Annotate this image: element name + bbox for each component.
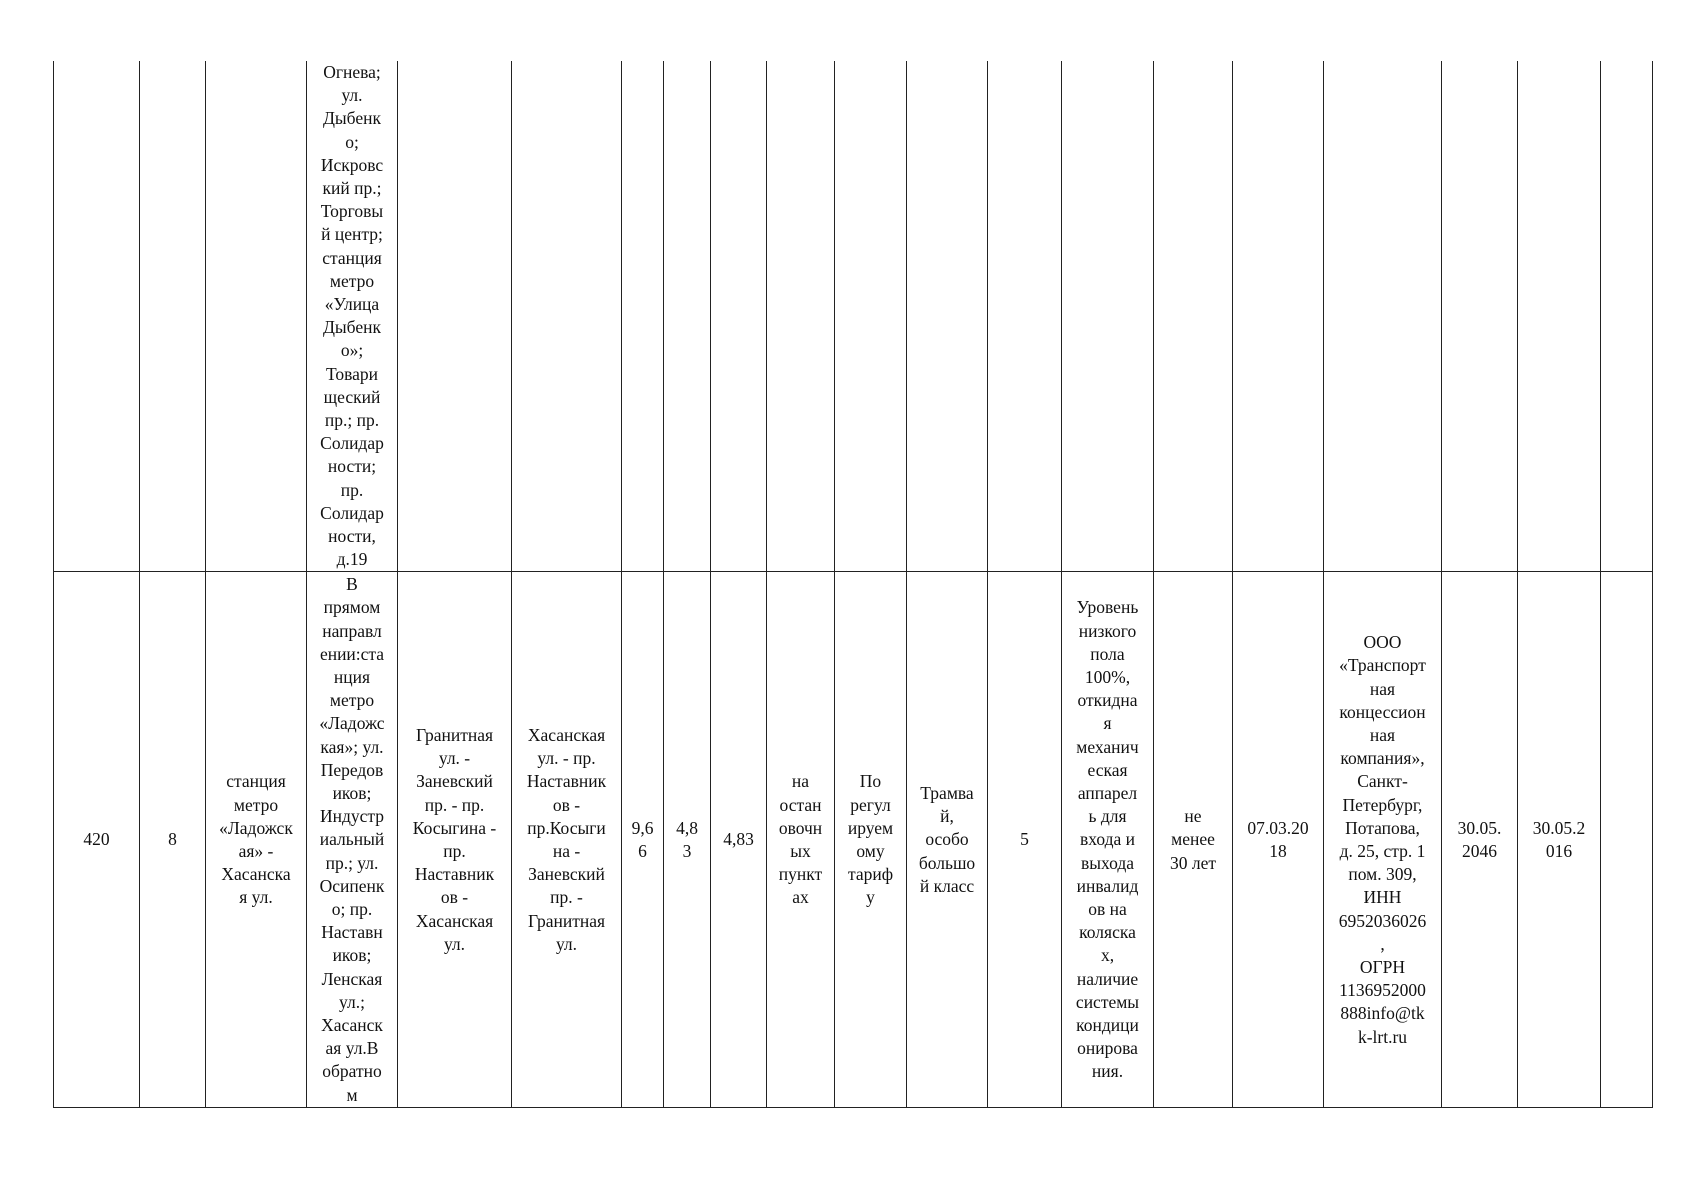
text-line: пр.; пр.	[324, 410, 380, 431]
text-line: наличие	[1076, 968, 1139, 989]
text-line: Наставник	[414, 864, 495, 885]
text-line: пр.Косыги	[527, 817, 606, 838]
text-line: 3	[682, 840, 692, 861]
text-line: Огнева;	[323, 62, 381, 82]
cell-vehicle-age	[1154, 61, 1233, 572]
cell-stops	[307, 61, 398, 572]
text-line: пр.; ул.	[325, 852, 379, 873]
text-line: 30 лет	[1169, 852, 1217, 873]
cell-date-begin	[1518, 572, 1601, 1108]
text-line: о;	[345, 131, 359, 152]
routes-registry-table	[53, 61, 1653, 1108]
text-line: Индустр	[319, 806, 385, 827]
text-line: пола	[1090, 643, 1125, 664]
text-line: Передов	[320, 759, 384, 780]
text-line: инвалид	[1076, 875, 1139, 896]
text-line: онирова	[1077, 1038, 1138, 1059]
text-line: ах	[792, 887, 809, 908]
text-line: направл	[322, 620, 382, 641]
cell-start-date	[1233, 61, 1324, 572]
cell-date-end	[1442, 572, 1518, 1108]
text-line: х,	[1100, 945, 1115, 966]
text-line: метро	[329, 690, 375, 711]
text-line: обратно	[322, 1061, 382, 1082]
text-line: концессион	[1339, 701, 1426, 722]
text-line: Уровень	[1076, 597, 1139, 618]
text-line: й центр;	[321, 224, 383, 245]
text-line: о; пр.	[331, 898, 373, 919]
text-line: ния.	[1091, 1061, 1124, 1082]
cell-length-backward	[664, 61, 711, 572]
text-line: В	[346, 574, 358, 595]
cell-vehicle-features	[1062, 61, 1154, 572]
text-line: ,	[1380, 933, 1385, 954]
text-line: 4,8	[676, 817, 698, 838]
cell-streets-backward	[512, 61, 622, 572]
cell-date-end	[1442, 61, 1518, 572]
text-line: Петербург,	[1342, 794, 1423, 815]
text-line: Гранитная	[527, 910, 606, 931]
text-line: 2046	[1462, 840, 1497, 861]
text-line: Искровс	[320, 154, 384, 175]
text-line: Хасанска	[221, 864, 291, 885]
cell-vehicle-type	[907, 572, 988, 1108]
table-row	[54, 572, 1653, 1108]
text-line: ов на	[1088, 898, 1127, 919]
text-line: кая»; ул.	[320, 736, 384, 757]
text-line: Потапова,	[1345, 817, 1420, 838]
text-line: ИНН	[1363, 887, 1402, 908]
cell-tariff-type	[835, 61, 907, 572]
cell-route-number	[140, 61, 206, 572]
cell-length-total	[711, 61, 767, 572]
text-line: пр.	[443, 840, 466, 861]
text-line: 07.03.20	[1247, 817, 1309, 838]
cell-route-name	[206, 572, 307, 1108]
text-line: 9,6	[631, 817, 654, 838]
text-line: «Транспорт	[1339, 655, 1426, 676]
text-line: Хасанск	[321, 1014, 383, 1035]
text-line: 100%,	[1084, 666, 1131, 687]
text-line: ул. -	[438, 748, 471, 769]
text-line: Хасанская	[527, 724, 606, 745]
cell-note	[1601, 61, 1653, 572]
text-line: ул.	[555, 933, 578, 954]
text-line: нция	[333, 666, 371, 687]
text-line: станция	[322, 247, 382, 268]
text-line: тариф	[847, 864, 894, 885]
text-line: Наставник	[526, 771, 607, 792]
text-line: еская	[1087, 759, 1128, 780]
cell-vehicle-count: 5	[988, 572, 1062, 1108]
text-line: коляска	[1079, 922, 1136, 943]
text-line: кий пр.;	[322, 178, 382, 199]
text-line: д. 25, стр. 1	[1339, 840, 1426, 861]
text-line: ная	[1369, 724, 1396, 745]
cell-tariff-type	[835, 572, 907, 1108]
text-line: пр. - пр.	[424, 794, 485, 815]
text-line: Гранитная	[415, 724, 494, 745]
cell-reg-number	[54, 61, 140, 572]
text-line: на	[791, 771, 810, 792]
text-line: ул.;	[339, 991, 365, 1012]
text-line: 6	[638, 840, 647, 861]
text-line: на -	[552, 840, 581, 861]
text-line: Хасанская	[415, 910, 494, 931]
text-line: иальный	[319, 829, 385, 850]
cell-streets-backward	[512, 572, 622, 1108]
text-line: у	[866, 887, 875, 908]
text-line: иков;	[332, 945, 372, 966]
cell-streets-forward	[398, 572, 512, 1108]
text-line: Торговы	[320, 201, 384, 222]
text-line: ая» -	[238, 840, 274, 861]
text-line: Солидар	[320, 502, 384, 523]
text-line: регул	[850, 794, 891, 815]
text-line: компания»,	[1340, 748, 1425, 769]
text-line: прямом	[323, 597, 381, 618]
text-line: ая ул.В	[325, 1038, 379, 1059]
cell-note	[1601, 572, 1653, 1108]
text-line: ов -	[440, 887, 469, 908]
text-line: «Улица	[324, 294, 380, 315]
text-line: ная	[1369, 678, 1396, 699]
text-line: ности,	[328, 526, 376, 547]
text-line: «Ладожс	[319, 713, 385, 734]
cell-vehicle-type	[907, 61, 988, 572]
text-line: 016	[1545, 840, 1573, 861]
text-line: особо	[925, 829, 969, 850]
text-line: Ленская	[321, 968, 383, 989]
cell-vehicle-age	[1154, 572, 1233, 1108]
cell-date-begin	[1518, 61, 1601, 572]
text-line: кондици	[1076, 1014, 1139, 1035]
text-line: ых	[790, 840, 811, 861]
text-line: ул. - пр.	[537, 748, 596, 769]
cell-length-forward	[622, 572, 664, 1108]
cell-boarding-order	[767, 61, 835, 572]
cell-length-total: 4,83	[711, 572, 767, 1108]
text-line: й класс	[919, 875, 975, 896]
table-row	[54, 61, 1653, 572]
text-line: ь для	[1088, 806, 1127, 827]
cell-length-backward	[664, 572, 711, 1108]
text-line: 888info@tk	[1340, 1003, 1425, 1024]
cell-carrier	[1324, 572, 1442, 1108]
cell-streets-forward	[398, 61, 512, 572]
text-line: низкого	[1078, 620, 1137, 641]
text-line: менее	[1171, 829, 1215, 850]
cell-vehicle-features	[1062, 572, 1154, 1108]
text-line: Дыбенк	[322, 108, 381, 129]
text-line: станция	[226, 771, 286, 792]
text-line: не	[1184, 806, 1202, 827]
cell-stops	[307, 572, 398, 1108]
text-line: овочн	[778, 817, 823, 838]
text-line: Заневский	[416, 771, 493, 792]
text-line: пр.	[340, 479, 364, 500]
text-line: остан	[779, 794, 822, 815]
text-line: Солидар	[320, 433, 384, 454]
text-line: ООО	[1363, 632, 1402, 653]
cell-route-name	[206, 61, 307, 572]
text-line: й,	[940, 806, 954, 827]
text-line: Косыгина -	[412, 817, 497, 838]
cell-reg-number: 420	[54, 572, 140, 1108]
text-line: ому	[856, 840, 885, 861]
cell-vehicle-count	[988, 61, 1062, 572]
cell-route-number: 8	[140, 572, 206, 1108]
text-line: Заневский	[528, 864, 605, 885]
text-line: Дыбенк	[322, 317, 381, 338]
text-line: механич	[1076, 736, 1139, 757]
text-line: выхода	[1080, 852, 1135, 873]
text-line: д.19	[336, 549, 368, 570]
text-line: иков;	[332, 782, 372, 803]
text-line: входа и	[1079, 829, 1135, 850]
text-line: ул.	[341, 85, 363, 106]
text-line: откидна	[1077, 690, 1138, 711]
text-line: большо	[918, 852, 976, 873]
text-line: я ул.	[239, 887, 273, 908]
text-line: Санкт-	[1357, 771, 1408, 792]
text-line: ении:ста	[319, 643, 385, 664]
text-line: 30.05.2	[1532, 817, 1586, 838]
cell-length-forward	[622, 61, 664, 572]
text-line: ОГРН	[1359, 956, 1406, 977]
text-line: «Ладожск	[219, 817, 293, 838]
text-line: 18	[1269, 840, 1287, 861]
text-line: метро	[329, 270, 375, 291]
text-line: м	[346, 1084, 358, 1105]
text-line: щеский	[323, 386, 381, 407]
text-line: ов -	[552, 794, 581, 815]
text-line: пом. 309,	[1348, 864, 1417, 885]
text-line: Товари	[325, 363, 379, 384]
text-line: о»;	[340, 340, 364, 361]
text-line: ности;	[327, 456, 377, 477]
text-line: ируем	[847, 817, 894, 838]
text-line: k-lrt.ru	[1357, 1026, 1408, 1047]
cell-carrier	[1324, 61, 1442, 572]
text-line: Осипенк	[319, 875, 385, 896]
text-line: я	[1103, 713, 1112, 734]
text-line: 6952036026	[1338, 910, 1427, 931]
text-line: Трамва	[920, 782, 974, 803]
text-line: Наставн	[321, 922, 383, 943]
text-line: системы	[1075, 991, 1140, 1012]
text-line: 30.05.	[1457, 817, 1502, 838]
text-line: ул.	[443, 933, 466, 954]
text-line: пр. -	[550, 887, 583, 908]
cell-start-date	[1233, 572, 1324, 1108]
text-line: метро	[233, 794, 279, 815]
text-line: 1136952000	[1339, 980, 1426, 1001]
cell-boarding-order	[767, 572, 835, 1108]
text-line: По	[859, 771, 882, 792]
text-line: пункт	[778, 864, 823, 885]
text-line: аппарел	[1077, 782, 1138, 803]
